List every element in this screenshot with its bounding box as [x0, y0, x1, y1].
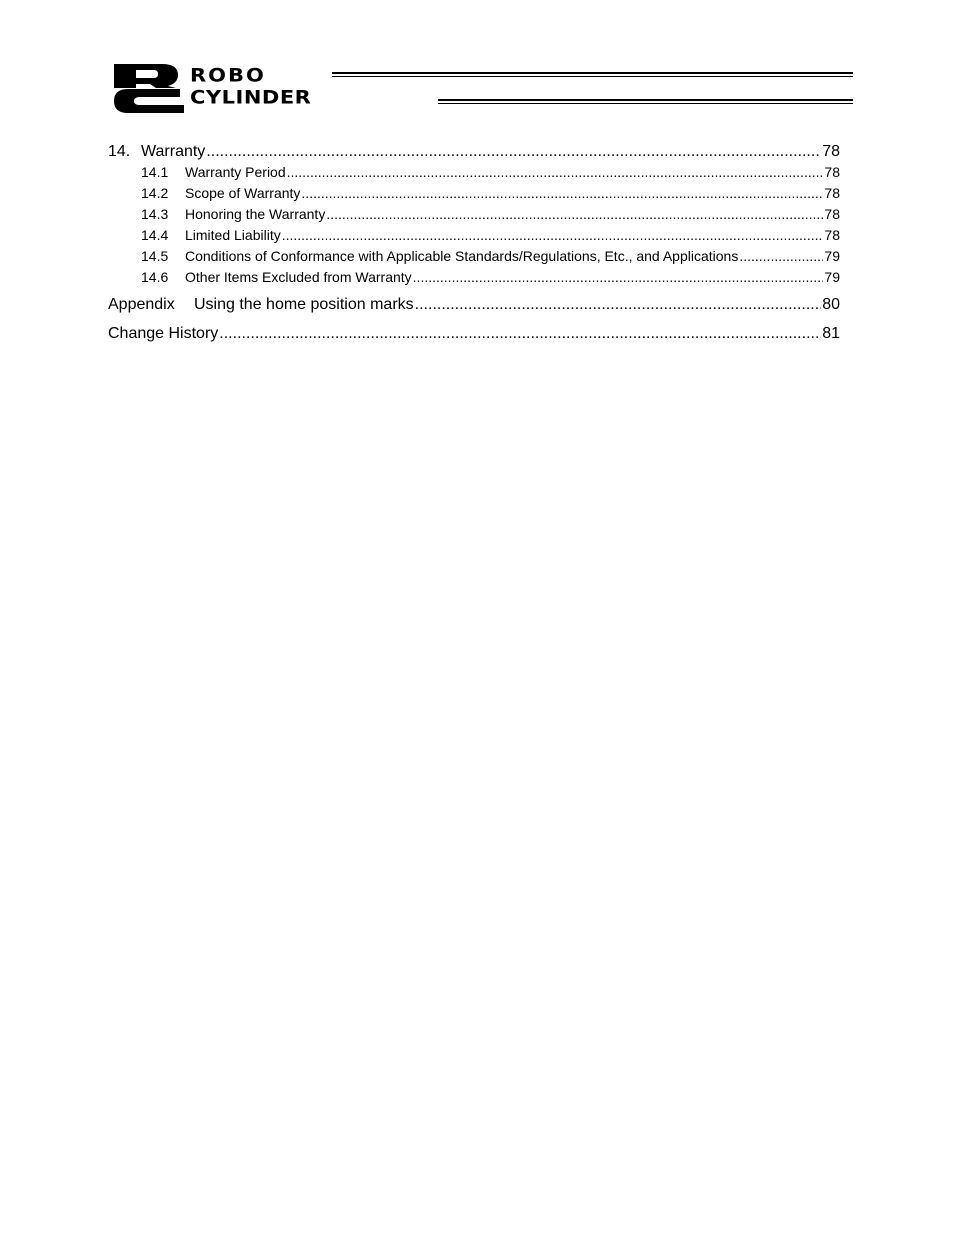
page-header	[0, 0, 954, 120]
toc-page: 78	[824, 206, 840, 222]
toc-number: Appendix	[108, 296, 175, 313]
toc-section-14-6[interactable]	[108, 269, 840, 290]
brand-line-robo: ROBO	[190, 64, 266, 86]
toc-number: 14.3	[141, 206, 169, 222]
toc-leader	[282, 227, 824, 243]
toc-page: 79	[824, 269, 840, 285]
toc-page: 81	[822, 325, 840, 342]
toc-section-14-3[interactable]	[108, 206, 840, 227]
toc-title: Change History	[108, 325, 219, 342]
toc-title: Limited Liability	[185, 227, 281, 243]
toc-title: Scope of Warranty	[185, 185, 301, 201]
toc-title: Other Items Excluded from Warranty	[185, 269, 412, 285]
toc-page: 80	[822, 296, 840, 313]
toc-title: Warranty	[141, 143, 206, 160]
toc-leader	[206, 143, 821, 161]
header-rule-bottom-thin	[438, 103, 853, 104]
header-rule-top	[332, 72, 853, 74]
toc-page: 78	[824, 185, 840, 201]
toc-leader	[413, 269, 824, 285]
header-rule-bottom	[438, 99, 853, 101]
toc-section-14-2[interactable]	[108, 185, 840, 206]
toc-leader	[326, 206, 823, 222]
toc-number: 14.5	[141, 248, 169, 264]
toc-title: Conditions of Conformance with Applicable Standards/Regulations, Etc., and Applications	[185, 248, 739, 264]
toc-number: 14.6	[141, 269, 169, 285]
toc-leader	[287, 164, 824, 180]
toc-leader	[219, 319, 821, 348]
toc-section-14-5[interactable]	[108, 248, 840, 269]
toc-leader	[739, 248, 823, 264]
toc-number: 14.2	[141, 185, 169, 201]
header-rule-top-thin	[332, 76, 853, 77]
toc-change-history[interactable]	[108, 319, 840, 348]
rc-logo-icon	[110, 62, 190, 114]
toc-title: Using the home position marks	[194, 296, 414, 313]
toc-number: 14.1	[141, 164, 169, 180]
toc-page: 78	[824, 227, 840, 243]
toc-number: 14.	[108, 143, 131, 160]
toc-page: 79	[824, 248, 840, 264]
toc-title: Honoring the Warranty	[185, 206, 326, 222]
toc-page: 78	[822, 143, 840, 160]
brand-line-cylinder: CYLINDER	[190, 86, 312, 108]
table-of-contents	[108, 143, 840, 348]
robo-cylinder-logo	[110, 62, 440, 114]
toc-chapter-14[interactable]	[108, 143, 840, 164]
toc-page: 78	[824, 164, 840, 180]
toc-appendix[interactable]	[108, 290, 840, 319]
toc-section-14-4[interactable]	[108, 227, 840, 248]
toc-leader	[301, 185, 823, 201]
toc-leader	[415, 290, 822, 319]
toc-title: Warranty Period	[185, 164, 286, 180]
toc-number: 14.4	[141, 227, 169, 243]
toc-section-14-1[interactable]	[108, 164, 840, 185]
